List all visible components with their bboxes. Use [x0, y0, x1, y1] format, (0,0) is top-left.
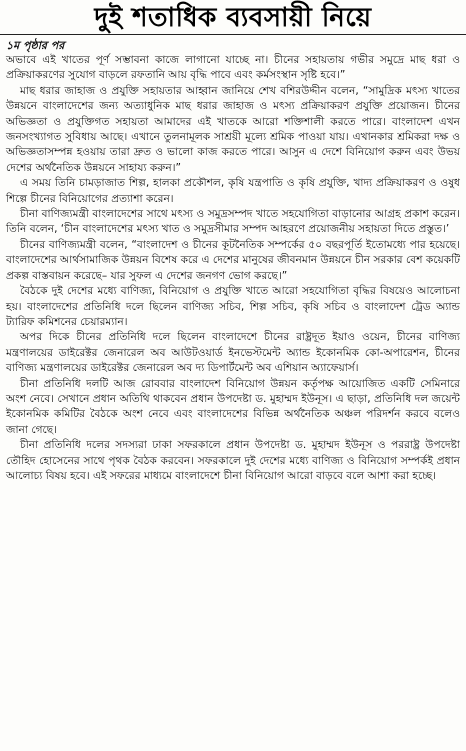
article-paragraph: চীনা বাণিজ্যমন্ত্রী বাংলাদেশের সাথে মৎস্য ও সমুদ্রসম্পদ খাতে সহযোগিতা বাড়ানোর আগ্রহ প্রকাশ করেন। তিনি বলেন, ‘চীন বাংলাদেশের মৎস্য খাত ও সমুদ্রসীমার সম্পদ আহরণে প্রয়োজনীয় সহায়তা দিতে প্রস্তুত।’	[6, 208, 460, 236]
article-paragraph: এ সময় তিনি চামড়াজাত শিল্প, হালকা প্রকৌশল, কৃষি যন্ত্রপাতি ও কৃষি প্রযুক্তি, খাদ্য প্রক্রিয়াকরণ ও ওষুধ শিল্পে চীনের বিনিয়োগের প্রত্যাশা করেন।	[6, 177, 460, 205]
article-paragraph: মাছ ধরার জাহাজ ও প্রযুক্তি সহায়তার আহ্বান জানিয়ে শেখ বশিরউদ্দীন বলেন, “সামুদ্রিক মৎস্য খাতের উন্নয়নে বাংলাদেশের জন্য অত্যাধুনিক মাছ ধরার জাহাজ ও মৎস্য প্রক্রিয়াকরণ প্রযুক্তি প্রয়োজন। চীনের অভিজ্ঞতা ও প্রযুক্তিগত সহায়তা আমাদের এই খাতকে আরো শক্তিশালী করতে পারে। বাংলাদেশ এখন জনসংখ্যাগত সুবিধায় আছে। এখানে তুলনামূলক সাশ্রয়ী মূল্যে শ্রমিক পাওয়া যায়। এখানকার শ্রমিকরা দক্ষ ও অভিজ্ঞতাসম্পন্ন হওয়ায় তারা দ্রুত ও ভালো কাজ করতে পারে। আসুন এ দেশে বিনিয়োগ করুন এবং উভয় দেশের অর্থনৈতিক উন্নয়নে সাহায্য করুন।”	[6, 84, 460, 174]
article-paragraph: চীনা প্রতিনিধি দলটি আজ রোববার বাংলাদেশ বিনিয়োগ উন্নয়ন কর্তৃপক্ষ আয়োজিত একটি সেমিনারে অংশ নেবে। সেখানে প্রধান অতিথি থাকবেন প্রধান উপদেষ্টা ড. মুহাম্মদ ইউনূস। এ ছাড়া, প্রতিনিধি দল জয়েন্ট ইকোনমিক কমিটির বৈঠকে অংশ নেবে এবং বাংলাদেশের বিভিন্ন অর্থনৈতিক অঞ্চল পরিদর্শন করবে বলেও জানা গেছে।	[6, 377, 460, 436]
article-paragraph: অপর দিকে চীনের প্রতিনিধি দলে ছিলেন বাংলাদেশে চীনের রাষ্ট্রদূত ইয়াও ওয়েন, চীনের বাণিজ্য মন্ত্রণালয়ের ডাইরেক্টর জেনারেল অব আউটওয়ার্ড ইনভেস্টমেন্ট অ্যান্ড ইকোনমিক কো-অপারেশন, চীনের বাণিজ্য মন্ত্রণালয়ের ডাইরেক্টর জেনারেল অব দ্য ডিপার্টমেন্ট অব এশিয়ান অ্যাফেয়ার্স।	[6, 331, 460, 375]
article-paragraph: বৈঠকে দুই দেশের মধ্যে বাণিজ্য, বিনিয়োগ ও প্রযুক্তি খাতে আরো সহযোগিতা বৃদ্ধির বিষয়েও আলোচনা হয়। বাংলাদেশের প্রতিনিধি দলে ছিলেন বাণিজ্য সচিব, শিল্প সচিব, কৃষি সচিব ও বাংলাদেশ ট্রেড অ্যান্ড ট্যারিফ কমিশনের চেয়ারম্যান।	[6, 285, 460, 328]
headline: দুই শতাধিক ব্যবসায়ী নিয়ে	[0, 0, 466, 35]
continued-from-label: ১ম পৃষ্ঠার পর	[6, 39, 65, 52]
article-paragraph: অভাবে এই খাতের পূর্ণ সম্ভাবনা কাজে লাগানো যাচ্ছে না। চীনের সহায়তায় গভীর সমুদ্রে মাছ ধরা ও প্রক্রিয়াকরণের সুযোগ বাড়লে রফতানি আয় বৃদ্ধি পাবে এবং কর্মসংস্থান সৃষ্টি হবে।”	[6, 54, 460, 82]
article-body	[0, 35, 466, 484]
article-paragraph: চীনা প্রতিনিধি দলের সদস্যরা ঢাকা সফরকালে প্রধান উপদেষ্টা ড. মুহাম্মদ ইউনূস ও পররাষ্ট্র উপদেষ্টা তৌহিদ হোসেনের সাথে পৃথক বৈঠক করবেন। সফরকালে দুই দেশের মধ্যে বাণিজ্য ও বিনিয়োগ সম্পর্কই প্রধান আলোচ্য বিষয় হবে। এই সফরের মাধ্যমে বাংলাদেশে চীনা বিনিয়োগ আরো বাড়বে বলে আশা করা হচ্ছে।	[6, 439, 460, 482]
article-paragraph: চীনের বাণিজ্যমন্ত্রী বলেন, “বাংলাদেশ ও চীনের কূটনৈতিক সম্পর্কের ৫০ বছরপূর্তি ইতোমধ্যে পার হয়েছে। বাংলাদেশের আর্থসামাজিক উন্নয়ন বিশেষ করে এ দেশের মানুষের জীবনমান উন্নয়নে চীন সরকার বেশ কয়েকটি প্রকল্প বাস্তবায়ন করেছে– যার সুফল এ দেশের জনগণ ভোগ করছে।”	[6, 238, 460, 282]
